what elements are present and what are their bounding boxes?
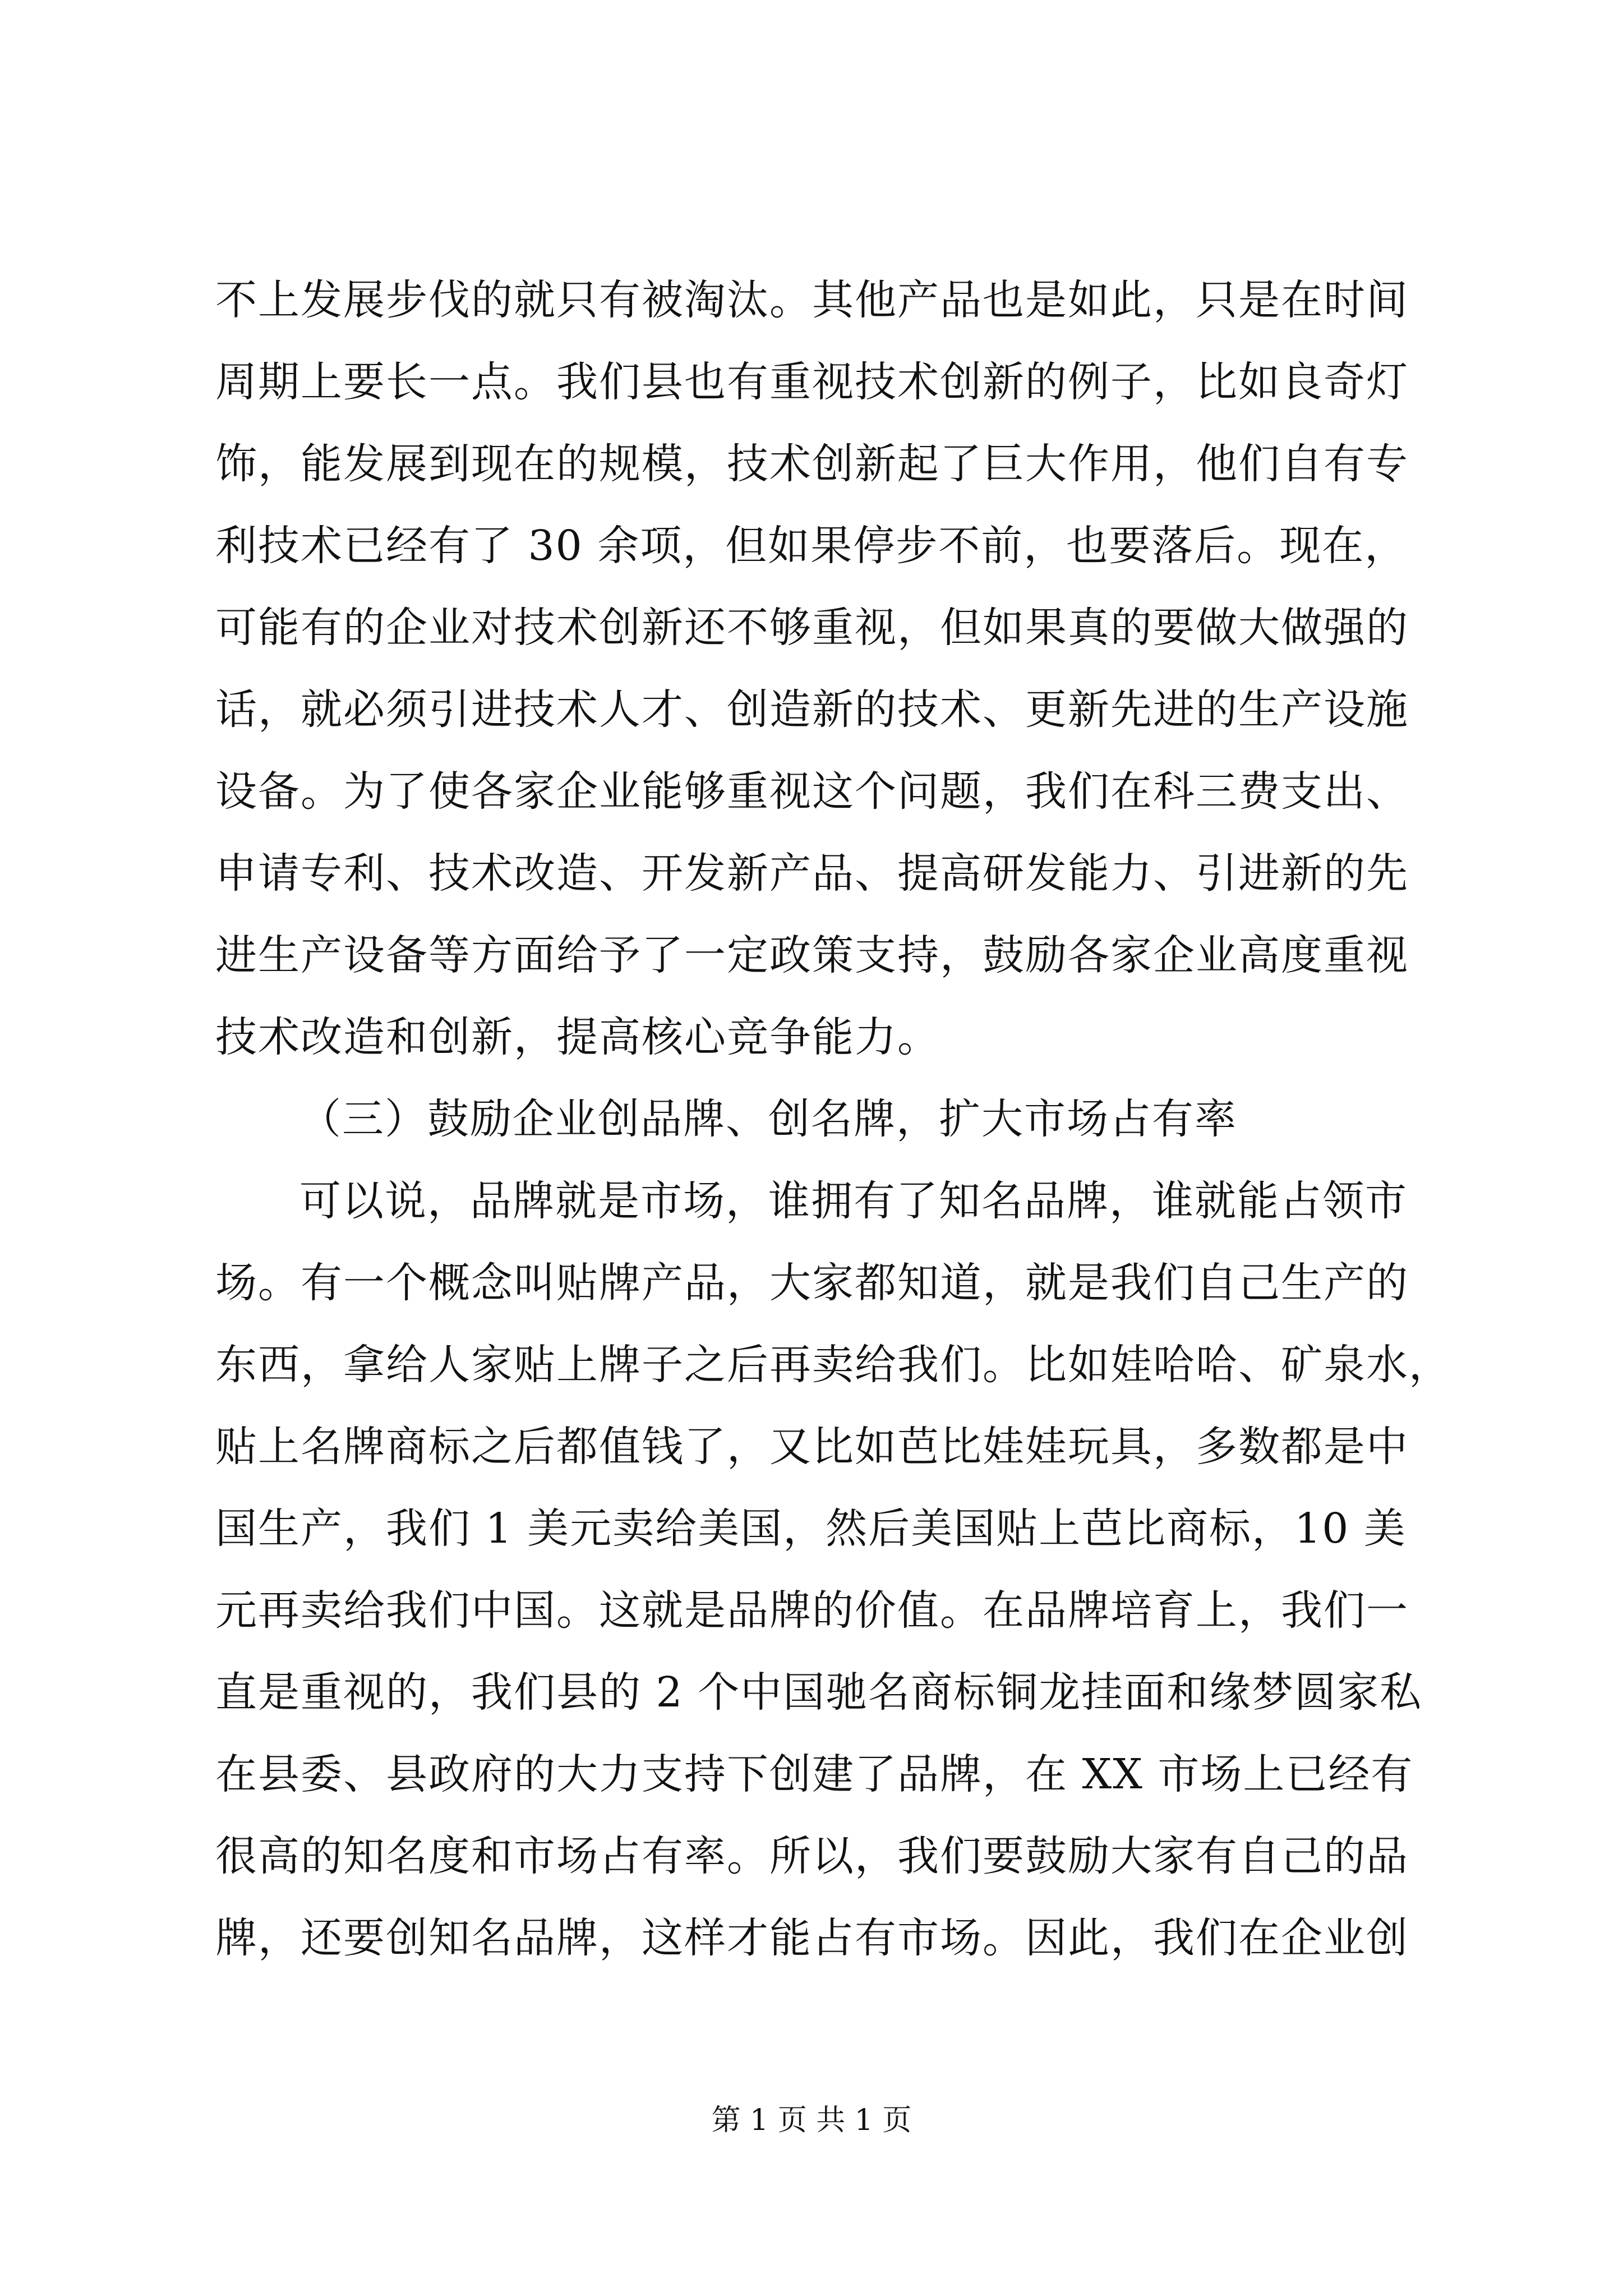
text-line: 贴上名牌商标之后都值钱了，又比如芭比娃娃玩具，多数都是中 bbox=[215, 1423, 1409, 1471]
text-line: 利技术已经有了 30 余项，但如果停步不前，也要落后。现在， bbox=[215, 522, 1408, 570]
text-line: 元再卖给我们中国。这就是品牌的价值。在品牌培育上，我们一 bbox=[215, 1586, 1409, 1635]
text-line: 东西，拿给人家贴上牌子之后再卖给我们。比如娃哈哈、矿泉水， bbox=[215, 1341, 1451, 1389]
text-line: 直是重视的，我们县的 2 个中国驰名商标铜龙挂面和缘梦圆家私 bbox=[215, 1668, 1423, 1717]
text-line: 牌，还要创知名品牌，这样才能占有市场。因此，我们在企业创 bbox=[215, 1914, 1409, 1962]
section-heading: （三）鼓励企业创品牌、创名牌，扩大市场占有率 bbox=[299, 1095, 1237, 1143]
text-line: 进生产设备等方面给予了一定政策支持，鼓励各家企业高度重视 bbox=[215, 931, 1409, 979]
text-line: 国生产，我们 1 美元卖给美国，然后美国贴上芭比商标，10 美 bbox=[215, 1504, 1407, 1553]
text-line: 很高的知名度和市场占有率。所以，我们要鼓励大家有自己的品 bbox=[215, 1832, 1409, 1880]
body-text bbox=[215, 259, 1451, 1979]
page-footer: 第 1 页 共 1 页 bbox=[711, 2104, 912, 2137]
text-line: 话，就必须引进技术人才、创造新的技术、更新先进的生产设施 bbox=[215, 685, 1409, 734]
text-line: 可能有的企业对技术创新还不够重视，但如果真的要做大做强的 bbox=[215, 604, 1409, 652]
text-line: 申请专利、技术改造、开发新产品、提高研发能力、引进新的先 bbox=[215, 849, 1409, 898]
text-line: 场。有一个概念叫贴牌产品，大家都知道，就是我们自己生产的 bbox=[215, 1259, 1409, 1307]
text-line: 技术改造和创新，提高核心竞争能力。 bbox=[215, 1013, 940, 1061]
paragraph-first-line: 可以说，品牌就是市场，谁拥有了知名品牌，谁就能占领市 bbox=[299, 1177, 1408, 1225]
text-line: 不上发展步伐的就只有被淘汰。其他产品也是如此，只是在时间 bbox=[215, 276, 1409, 324]
text-line: 设备。为了使各家企业能够重视这个问题，我们在科三费支出、 bbox=[215, 767, 1409, 816]
text-line: 周期上要长一点。我们县也有重视技术创新的例子，比如良奇灯 bbox=[215, 358, 1409, 406]
text-line: 在县委、县政府的大力支持下创建了品牌，在 XX 市场上已经有 bbox=[215, 1750, 1414, 1798]
text-line: 饰，能发展到现在的规模，技术创新起了巨大作用，他们自有专 bbox=[215, 440, 1409, 488]
